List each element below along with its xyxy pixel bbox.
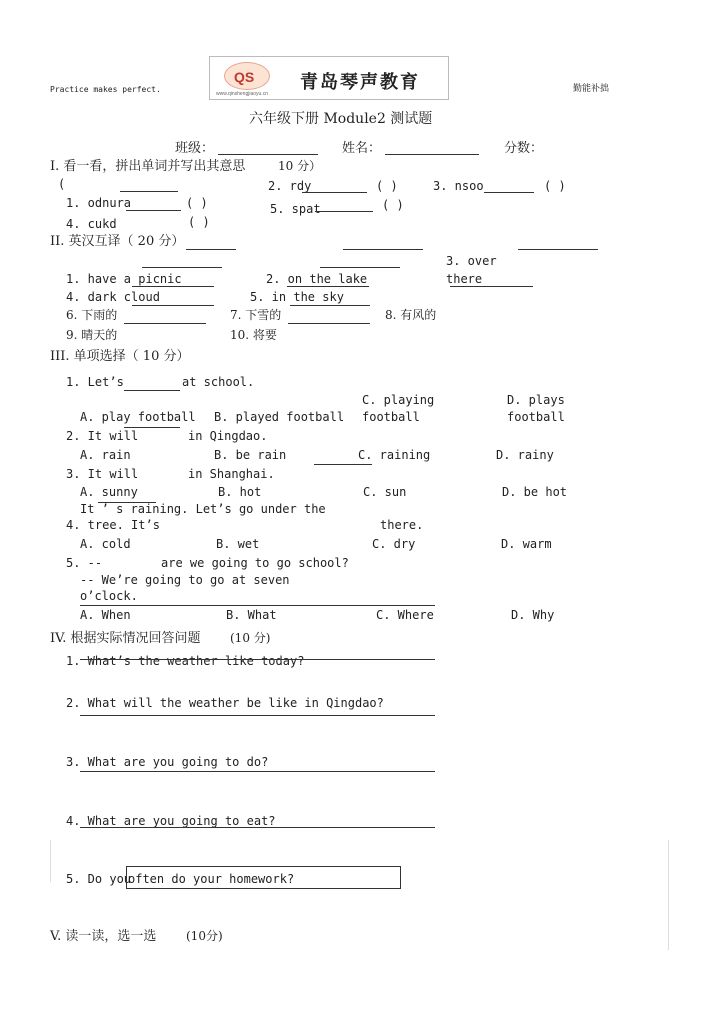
answer-line[interactable] xyxy=(343,249,423,250)
s4-question-5: 5. Do you xyxy=(66,872,132,886)
q2-stem: 2. It will xyxy=(66,429,139,443)
q4-option-b[interactable]: B. wet xyxy=(216,537,260,551)
s4-question-4: 4. What are you going to eat? xyxy=(66,814,276,828)
logo-name: 青岛琴声教育 xyxy=(300,72,420,93)
answer-line[interactable] xyxy=(80,827,435,828)
answer-line[interactable] xyxy=(80,659,435,660)
class-field[interactable] xyxy=(218,154,318,155)
section5-points: (10分) xyxy=(186,929,223,943)
divider xyxy=(80,605,435,606)
q5-answer: -- We’re going to go at seven xyxy=(80,573,290,587)
q3-option-d[interactable]: D. be hot xyxy=(502,485,568,499)
q3-stem-end: in Shanghai. xyxy=(188,467,275,481)
answer-line[interactable] xyxy=(320,267,400,268)
s1-item2: 2. rdy xyxy=(268,179,312,193)
answer-line[interactable] xyxy=(518,249,598,250)
s4-question-1: 1. What’s the weather like today? xyxy=(66,654,305,668)
q3-option-b[interactable]: B. hot xyxy=(218,485,262,499)
q4-stem-end: there. xyxy=(380,518,424,532)
q1-option-c-cont: football xyxy=(362,410,420,424)
answer-line[interactable] xyxy=(484,192,534,193)
section4-points: (10 分) xyxy=(230,631,271,645)
logo xyxy=(209,56,449,100)
q5-option-c[interactable]: C. Where xyxy=(376,608,434,622)
class-label: 班级： xyxy=(175,141,215,156)
q1-option-d[interactable]: D. plays xyxy=(507,393,565,407)
q3-option-c[interactable]: C. sun xyxy=(363,485,407,499)
section3-heading: III. 单项选择（ 10 分） xyxy=(50,349,190,364)
q1-stem-end: at school. xyxy=(182,375,255,389)
answer-line[interactable] xyxy=(126,210,181,211)
s1-item1-paren: ( ) xyxy=(186,196,208,210)
s1-item4: 4. cukd xyxy=(66,217,117,231)
margin-rule xyxy=(668,840,669,950)
section1-points: 10 分） xyxy=(278,159,322,173)
logo-badge: QS xyxy=(224,62,270,90)
s2-item3b: there xyxy=(446,272,483,286)
q5-stem: 5. -- xyxy=(66,556,103,570)
section2-heading: II. 英汉互译（ 20 分） xyxy=(50,234,185,249)
q2-option-c[interactable]: C. raining xyxy=(358,448,431,462)
s2-item9: 9. 晴天的 xyxy=(66,328,118,342)
s2-item4: 4. dark cloud xyxy=(66,290,160,304)
answer-blank[interactable] xyxy=(124,427,180,428)
s1-item3-paren: ( ) xyxy=(544,179,566,193)
section5-heading: V. 读一读，选一选 xyxy=(50,929,157,944)
answer-line[interactable] xyxy=(132,286,214,287)
answer-line[interactable] xyxy=(124,323,206,324)
s2-item6: 6. 下雨的 xyxy=(66,308,118,322)
answer-line[interactable] xyxy=(132,305,214,306)
header-note: 勤能补拙 xyxy=(573,84,610,94)
answer-line[interactable] xyxy=(120,191,178,192)
answer-line[interactable] xyxy=(315,211,373,212)
logo-url: www.qinshengjiaoyu.cn xyxy=(216,91,268,97)
answer-line[interactable] xyxy=(450,286,533,287)
s2-item1: 1. have a picnic xyxy=(66,272,182,286)
q3-stem: 3. It will xyxy=(66,467,139,481)
q1-option-d-cont: football xyxy=(507,410,565,424)
answer-line[interactable] xyxy=(302,192,367,193)
margin-rule xyxy=(50,840,51,882)
s2-item10: 10. 将要 xyxy=(230,328,277,342)
s4-question-3: 3. What are you going to do? xyxy=(66,755,269,769)
s1-item4-paren: ( ) xyxy=(188,215,210,229)
q5-option-a[interactable]: A. When xyxy=(80,608,131,622)
section4-heading: IV. 根据实际情况回答问题 xyxy=(50,631,201,646)
q4-option-c[interactable]: C. dry xyxy=(372,537,416,551)
q1-option-a[interactable]: A. play football xyxy=(80,410,196,424)
q5-option-d[interactable]: D. Why xyxy=(511,608,555,622)
q3-option-a[interactable]: A. sunny xyxy=(80,485,138,499)
section1-paren: ( xyxy=(58,177,66,191)
q1-stem: 1. Let’s xyxy=(66,375,124,389)
answer-line[interactable] xyxy=(287,286,369,287)
s1-item2-paren: ( ) xyxy=(376,179,398,193)
q4-option-a[interactable]: A. cold xyxy=(80,537,131,551)
q2-stem-end: in Qingdao. xyxy=(188,429,268,443)
s4-question-5-cont: often do your homework? xyxy=(128,872,295,886)
q5-answer-cont: o’clock. xyxy=(80,589,138,603)
s1-item3: 3. nsoo xyxy=(433,179,484,193)
s1-item5: 5. spat xyxy=(270,202,321,216)
s2-item7: 7. 下雪的 xyxy=(230,308,282,322)
answer-line[interactable] xyxy=(288,323,370,324)
s1-item5-paren: ( ) xyxy=(382,198,404,212)
q4-stem: 4. tree. It’s xyxy=(66,518,160,532)
page-title: 六年级下册 Module2 测试题 xyxy=(249,111,433,127)
q5-option-b[interactable]: B. What xyxy=(226,608,277,622)
section1-heading: I. 看一看，拼出单词并写出其意思 xyxy=(50,159,246,174)
s2-item2: 2. on the lake xyxy=(266,272,368,286)
q2-option-d[interactable]: D. rainy xyxy=(496,448,554,462)
q1-option-c[interactable]: C. playing xyxy=(362,393,435,407)
name-field[interactable] xyxy=(385,154,479,155)
q5-question: are we going to go school? xyxy=(161,556,349,570)
answer-blank[interactable] xyxy=(314,464,372,465)
name-label: 姓名： xyxy=(342,141,382,156)
q4-context: It ’ s raining. Let’s go under the xyxy=(80,502,326,516)
q2-option-a[interactable]: A. rain xyxy=(80,448,131,462)
q4-option-d[interactable]: D. warm xyxy=(501,537,552,551)
s4-question-2: 2. What will the weather be like in Qingdao? xyxy=(66,696,384,710)
answer-line[interactable] xyxy=(80,771,435,772)
s2-item8: 8. 有风的 xyxy=(385,308,437,322)
answer-blank[interactable] xyxy=(124,390,180,391)
answer-line[interactable] xyxy=(290,305,370,306)
s2-item5: 5. in the sky xyxy=(250,290,344,304)
score-label: 分数： xyxy=(504,141,544,156)
q1-option-b[interactable]: B. played football xyxy=(214,410,345,424)
s1-item1: 1. odnura xyxy=(66,196,132,210)
answer-line[interactable] xyxy=(142,267,222,268)
answer-line[interactable] xyxy=(186,249,236,250)
motto: Practice makes perfect. xyxy=(50,85,161,94)
s2-item3a: 3. over xyxy=(446,254,497,268)
answer-line[interactable] xyxy=(80,715,435,716)
q2-option-b[interactable]: B. be rain xyxy=(214,448,287,462)
